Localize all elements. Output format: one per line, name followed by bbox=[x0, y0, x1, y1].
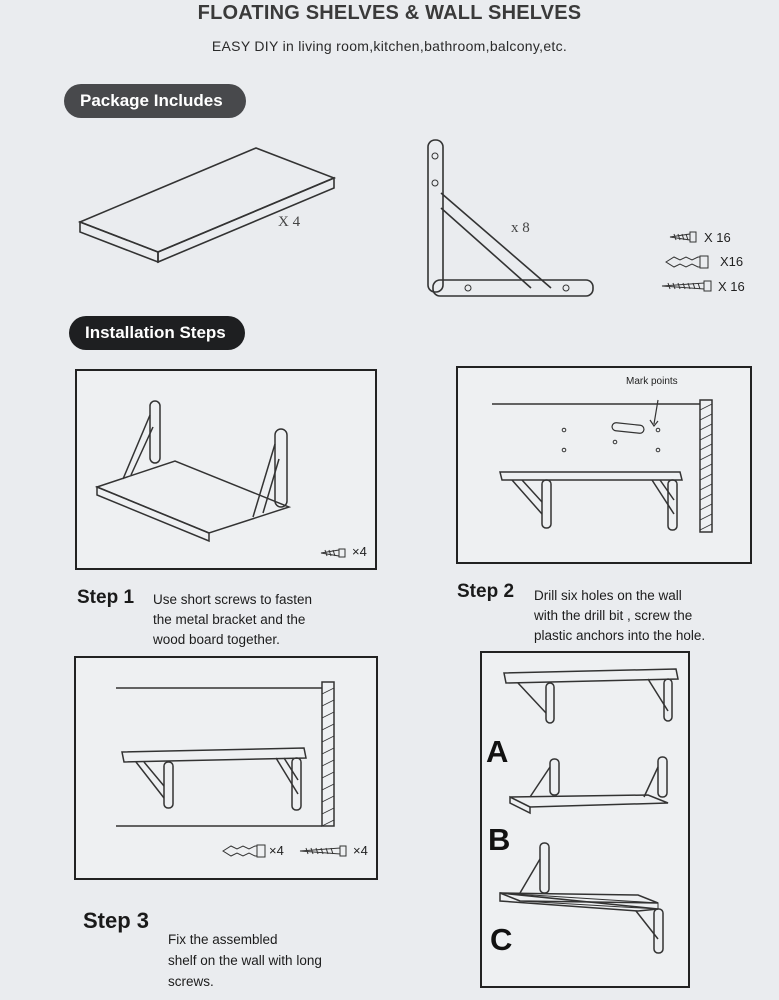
installation-steps-heading bbox=[69, 316, 245, 350]
installation-steps-label: Installation Steps bbox=[85, 323, 226, 342]
wall-anchor-icon bbox=[221, 844, 267, 858]
board-quantity: X 4 bbox=[278, 214, 301, 230]
shelf-on-wall-icon bbox=[116, 678, 366, 828]
step3-description-line1 bbox=[168, 908, 338, 992]
wall-anchor-quantity: X16 bbox=[720, 254, 744, 269]
package-includes-heading bbox=[64, 84, 246, 118]
wood-board-icon bbox=[78, 140, 338, 265]
step2-label: Step 2 bbox=[457, 581, 515, 602]
short-screw-icon bbox=[319, 548, 349, 558]
shelf-with-brackets-icon bbox=[95, 399, 295, 541]
variant-top-shelf-icon bbox=[502, 665, 682, 725]
variant-b-label: B bbox=[488, 822, 511, 857]
step1-illustration bbox=[75, 369, 377, 570]
wall-drilling-icon bbox=[492, 390, 716, 540]
step2-description: Drill six holes on the wall with the drill bit , screw the plastic anchors into the hole. bbox=[534, 588, 706, 643]
step3-description: Fix the assembled shelf on the wall with long screws. bbox=[168, 932, 322, 989]
variant-middle-shelf-icon bbox=[508, 753, 676, 815]
long-screw-quantity: X 16 bbox=[718, 279, 745, 294]
step1-label: Step 1 bbox=[77, 587, 135, 608]
bracket-quantity: x 8 bbox=[511, 220, 530, 236]
step3-screw-count: ×4 bbox=[353, 843, 368, 858]
variant-bottom-shelf-icon bbox=[498, 839, 678, 959]
variant-c-label: C bbox=[490, 922, 513, 957]
long-screw-icon bbox=[660, 280, 716, 292]
step1-screw-count: ×4 bbox=[352, 544, 367, 559]
step3-illustration bbox=[74, 656, 378, 880]
mark-points-label: Mark points bbox=[626, 376, 678, 387]
package-includes-label: Package Includes bbox=[80, 91, 223, 110]
page-title: FLOATING SHELVES & WALL SHELVES bbox=[197, 2, 582, 24]
short-screw-icon bbox=[668, 231, 700, 243]
variant-a-label: A bbox=[486, 734, 509, 769]
step2-illustration bbox=[456, 366, 752, 564]
short-screw-quantity: X 16 bbox=[704, 230, 731, 245]
step3-label: Step 3 bbox=[83, 908, 150, 933]
long-screw-icon bbox=[298, 845, 350, 857]
step1-description: Use short screws to fasten the metal bracket and the wood board together. bbox=[153, 592, 313, 647]
wall-anchor-icon bbox=[664, 255, 712, 269]
page-subtitle: EASY DIY in living room,kitchen,bathroom,balcony,etc. bbox=[211, 38, 568, 54]
step3-anchor-count: ×4 bbox=[269, 843, 284, 858]
